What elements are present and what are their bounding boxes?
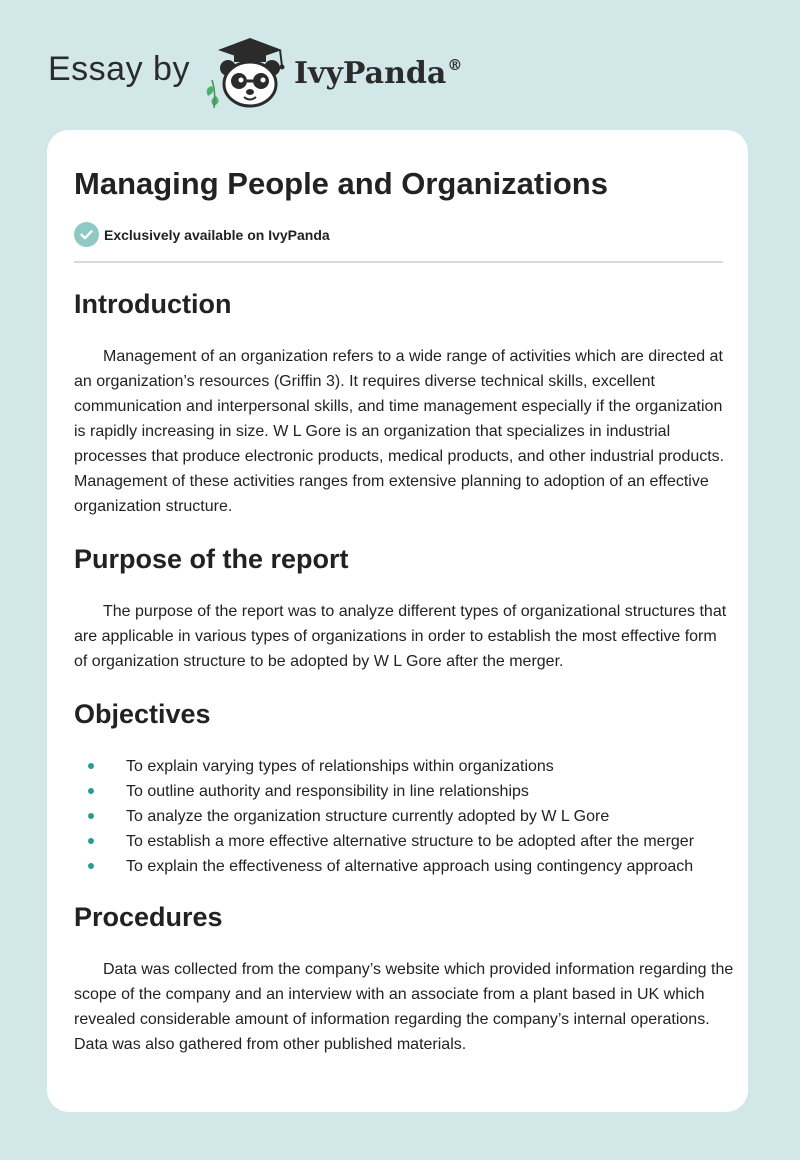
paragraph-introduction: Management of an organization refers to a wide range of activities which are directed at an organization’s resources (Griffin 3). It requires diverse technical skills, excellent communication and interpersonal skills, and time management especially if the organization is rapidly increasing in size. W L Gore is an organization that specializes in industrial processes that produce electronic products, medical products, and other industrial products. Management of these activities ranges from extensive planning to adoption of an effective organization structure.: [74, 348, 725, 515]
site-header: [0, 0, 800, 130]
article-card: [47, 130, 748, 1112]
article-body: [74, 280, 734, 1057]
section-purpose: [74, 537, 734, 674]
paragraph-purpose: The purpose of the report was to analyze different types of organizational structures that are applicable in various types of organizations in order to establish the most effective form of organization structure to be adopted by W L Gore after the merger.: [74, 603, 727, 670]
list-item-text: To establish a more effective alternative structure to be adopted after the merger: [126, 833, 695, 850]
brand-name[interactable]: IvyPanda®: [294, 56, 463, 91]
registered-mark: ®: [447, 56, 463, 74]
list-item-text: To explain the effectiveness of alternative approach using contingency approach: [126, 858, 694, 875]
title-divider: [74, 261, 723, 263]
section-heading-introduction: Introduction: [74, 289, 232, 319]
exclusive-badge-text: Exclusively available on IvyPanda: [104, 226, 330, 243]
bullet-icon: [88, 838, 94, 844]
ivy-leaf-icon: [207, 80, 219, 108]
objectives-list: [74, 754, 734, 879]
article-title: Managing People and Organizations: [74, 166, 608, 201]
section-heading-procedures: Procedures: [74, 902, 223, 932]
list-item: [74, 779, 734, 804]
bullet-icon: [88, 763, 94, 769]
list-item: [74, 829, 734, 854]
list-item-text: To outline authority and responsibility in line relationships: [126, 783, 529, 800]
section-heading-objectives: Objectives: [74, 699, 211, 729]
bullet-icon: [88, 863, 94, 869]
exclusive-badge: [74, 222, 330, 247]
bullet-icon: [88, 788, 94, 794]
list-item: [74, 854, 734, 879]
bullet-icon: [88, 813, 94, 819]
section-heading-purpose: Purpose of the report: [74, 544, 349, 574]
section-procedures: [74, 895, 734, 1057]
section-introduction: [74, 282, 734, 519]
essay-by-label: Essay by: [48, 50, 190, 88]
list-item: [74, 754, 734, 779]
paragraph-procedures: Data was collected from the company’s website which provided information regarding the scope of the company and an interview with an associate from a plant based in UK which revealed considerable amount of information regarding the company’s internal operations. Data was also gathered from other published materials.: [74, 961, 734, 1053]
check-circle-icon: [74, 222, 99, 247]
panda-graduate-logo-icon[interactable]: [200, 36, 296, 110]
list-item: [74, 804, 734, 829]
list-item-text: To explain varying types of relationships within organizations: [126, 758, 554, 775]
list-item-text: To analyze the organization structure currently adopted by W L Gore: [126, 808, 610, 825]
section-objectives: [74, 692, 734, 879]
